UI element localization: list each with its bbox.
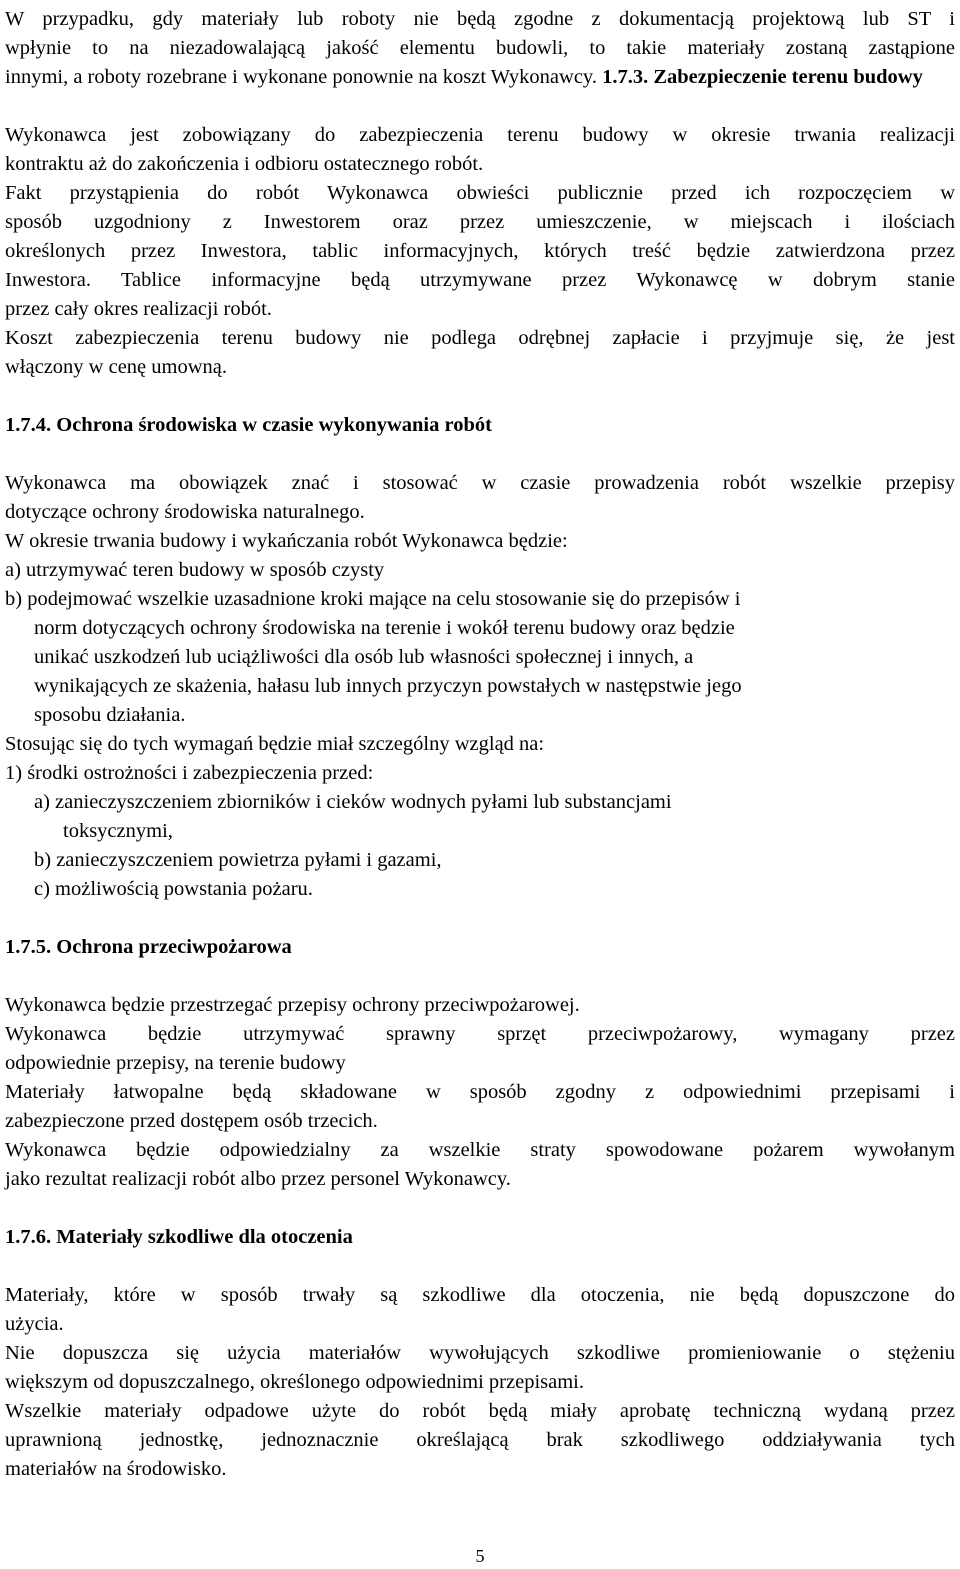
paragraph-line: Inwestora. Tablice informacyjne będą utrzymywane przez Wykonawcę w dobrym stanie bbox=[5, 269, 955, 291]
page-number: 5 bbox=[475, 1546, 485, 1566]
paragraph-line: Fakt przystąpienia do robót Wykonawca obwieści publicznie przed ich rozpoczęciem w bbox=[5, 182, 955, 204]
paragraph-line: Nie dopuszcza się użycia materiałów wywołujących szkodliwe promieniowanie o stężeniu bbox=[5, 1342, 955, 1364]
paragraph-line: Wykonawca będzie utrzymywać sprawny sprzęt przeciwpożarowy, wymagany przez bbox=[5, 1023, 955, 1045]
paragraph-line: włączony w cenę umowną. bbox=[5, 356, 227, 378]
paragraph-line: materiałów na środowisko. bbox=[5, 1458, 227, 1480]
paragraph-line: przez cały okres realizacji robót. bbox=[5, 298, 272, 320]
paragraph-line: odpowiednie przepisy, na terenie budowy bbox=[5, 1052, 346, 1074]
paragraph-line: Wykonawca będzie przestrzegać przepisy ochrony przeciwpożarowej. bbox=[5, 994, 580, 1016]
paragraph-line: Wykonawca będzie odpowiedzialny za wszelkie straty spowodowane pożarem wywołanym bbox=[5, 1139, 955, 1161]
paragraph-line: Wykonawca jest zobowiązany do zabezpieczenia terenu budowy w okresie trwania realizacji bbox=[5, 124, 955, 146]
list-item-continuation: norm dotyczących ochrony środowiska na terenie i wokół terenu budowy oraz będzie bbox=[34, 617, 735, 639]
paragraph-line: kontraktu aż do zakończenia i odbioru ostatecznego robót. bbox=[5, 153, 484, 175]
paragraph-line: określonych przez Inwestora, tablic informacyjnych, których treść będzie zatwierdzona przez bbox=[5, 240, 955, 262]
paragraph-line: większym od dopuszczalnego, określonego odpowiednimi przepisami. bbox=[5, 1371, 584, 1393]
paragraph-line: dotyczące ochrony środowiska naturalnego. bbox=[5, 501, 365, 523]
intro-line: wpłynie to na niezadowalającą jakość elementu budowli, to takie materiały zostaną zastąpione bbox=[5, 37, 955, 59]
sub-list-item-continuation: toksycznymi, bbox=[63, 820, 173, 842]
document-page bbox=[5, 5, 955, 1484]
list-item-continuation: wynikających ze skażenia, hałasu lub innych przyczyn powstałych w następstwie jego bbox=[34, 675, 742, 697]
paragraph-line: zabezpieczone przed dostępem osób trzecich. bbox=[5, 1110, 378, 1132]
paragraph-line: Wykonawca ma obowiązek znać i stosować w czasie prowadzenia robót wszelkie przepisy bbox=[5, 472, 955, 494]
paragraph-line: Wszelkie materiały odpadowe użyte do robót będą miały aprobatę techniczną wydaną przez bbox=[5, 1400, 955, 1422]
section-heading-1-7-3: 1.7.3. Zabezpieczenie terenu budowy bbox=[602, 66, 923, 88]
list-item: a) utrzymywać teren budowy w sposób czysty bbox=[5, 559, 385, 581]
section-heading-1-7-4: 1.7.4. Ochrona środowiska w czasie wykonywania robót bbox=[5, 414, 492, 436]
paragraph-line: Materiały, które w sposób trwały są szkodliwe dla otoczenia, nie będą dopuszczone do bbox=[5, 1284, 955, 1306]
paragraph-line: uprawnioną jednostkę, jednoznacznie określającą brak szkodliwego oddziaływania tych bbox=[5, 1429, 955, 1451]
section-heading-1-7-5: 1.7.5. Ochrona przeciwpożarowa bbox=[5, 936, 292, 958]
list-item-continuation: unikać uszkodzeń lub uciążliwości dla osób lub własności społecznej i innych, a bbox=[34, 646, 694, 668]
sub-list-item: b) zanieczyszczeniem powietrza pyłami i gazami, bbox=[34, 849, 442, 871]
paragraph-line: W okresie trwania budowy i wykańczania robót Wykonawca będzie: bbox=[5, 530, 568, 552]
intro-line: W przypadku, gdy materiały lub roboty nie będą zgodne z dokumentacją projektową lub ST i bbox=[5, 8, 955, 30]
list-item-continuation: sposobu działania. bbox=[34, 704, 186, 726]
sub-list-item: c) możliwością powstania pożaru. bbox=[34, 878, 313, 900]
paragraph-line: Koszt zabezpieczenia terenu budowy nie podlega odrębnej zapłacie i przyjmuje się, że jest bbox=[5, 327, 955, 349]
section-heading-1-7-6: 1.7.6. Materiały szkodliwe dla otoczenia bbox=[5, 1226, 353, 1248]
paragraph-line: Materiały łatwopalne będą składowane w sposób zgodny z odpowiednimi przepisami i bbox=[5, 1081, 955, 1103]
paragraph-line: sposób uzgodniony z Inwestorem oraz przez umieszczenie, w miejscach i ilościach bbox=[5, 211, 955, 233]
paragraph-line: jako rezultat realizacji robót albo przez personel Wykonawcy. bbox=[5, 1168, 511, 1190]
paragraph-line: użycia. bbox=[5, 1313, 64, 1335]
intro-line: innymi, a roboty rozebrane i wykonane ponownie na koszt Wykonawcy. 1.7.3. Zabezpieczenie terenu budowy bbox=[5, 66, 923, 88]
list-item: 1) środki ostrożności i zabezpieczenia przed: bbox=[5, 762, 374, 784]
list-item: b) podejmować wszelkie uzasadnione kroki mające na celu stosowanie się do przepisów i bbox=[5, 588, 741, 610]
sub-list-item: a) zanieczyszczeniem zbiorników i cieków wodnych pyłami lub substancjami bbox=[34, 791, 672, 813]
paragraph-line: Stosując się do tych wymagań będzie miał szczególny wzgląd na: bbox=[5, 733, 545, 755]
